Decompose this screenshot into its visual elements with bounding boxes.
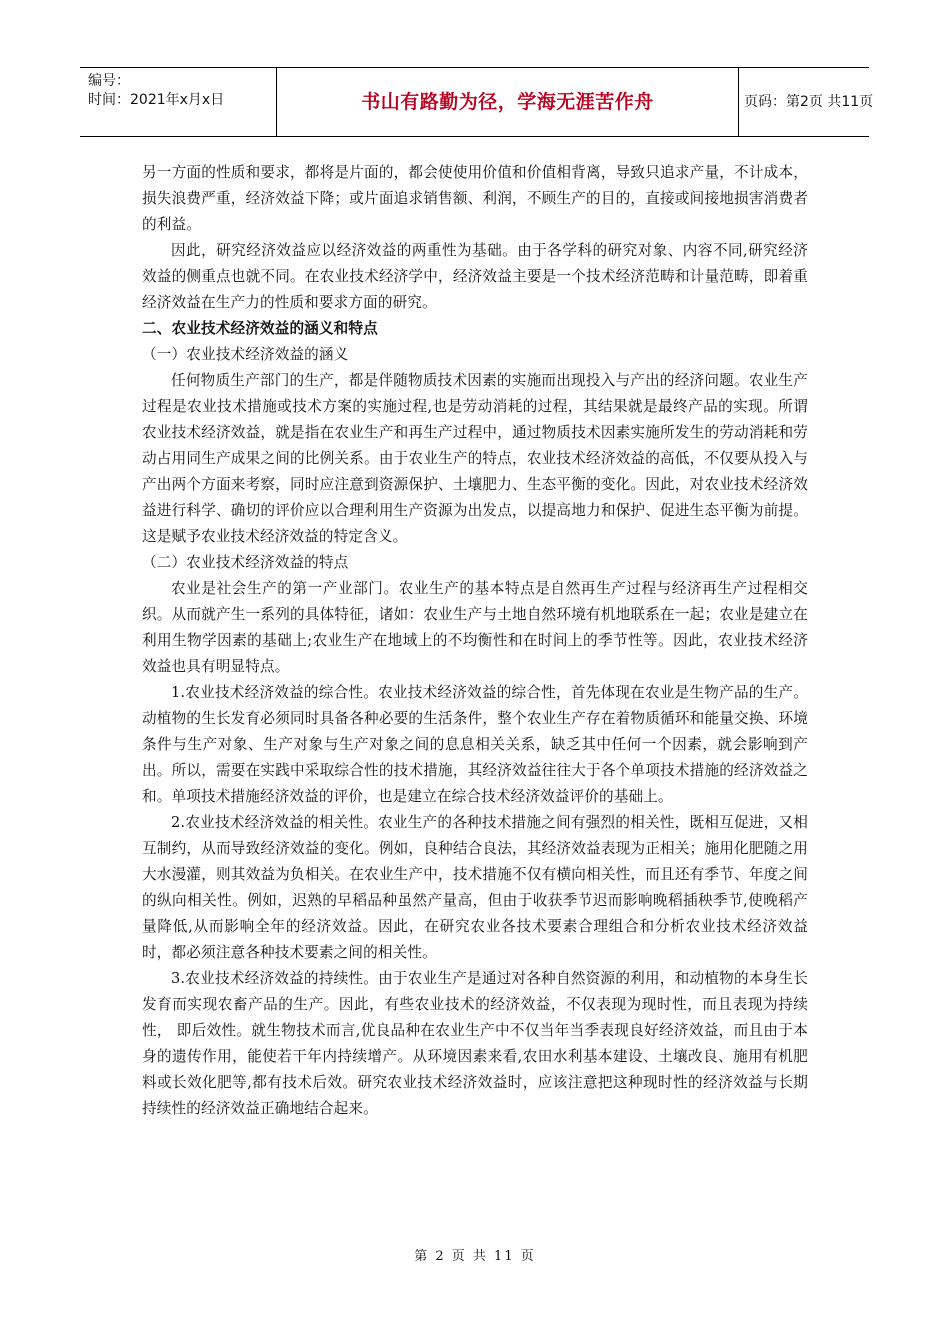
body-paragraph: 1.农业技术经济效益的综合性。农业技术经济效益的综合性，首先体现在农业是生物产品的生产。动植物的生长发育必须同时具备各种必要的生活条件，整个农业生产存在着物质循环和能量交换、环境条件与生产对象、生产对象与生产对象之间的息息相关关系，缺乏其中任何一个因素，就会影响到产出。所以，需要在实践中采取综合性的技术措施，其经济效益往往大于各个单项技术措施的经济效益之和。单项技术措施经济效益的评价，也是建立在综合技术经济效益评价的基础上。 xyxy=(142,684,808,805)
header-page-cell xyxy=(738,68,874,136)
header-page-info: 页码：第2页 共11页 xyxy=(744,94,874,110)
header-meta xyxy=(80,68,276,136)
body-paragraph: 农业是社会生产的第一产业部门。农业生产的基本特点是自然再生产过程与经济再生产过程相交织。从而就产生一系列的具体特征，诸如：农业生产与土地自然环境有机地联系在一起；农业是建立在利用生物学因素的基础上;农业生产在地域上的不均衡性和在时间上的季节性等。因此，农业技术经济效益也具有明显特点。 xyxy=(142,580,808,675)
document-date-label: 时间：2021年x月x日 xyxy=(88,92,225,108)
section-heading: 二、农业技术经济效益的涵义和特点 xyxy=(142,320,378,337)
page-footer: 第 2 页 共 11 页 xyxy=(414,1249,536,1264)
subsection-heading: （一）农业技术经济效益的涵义 xyxy=(142,346,349,363)
body-paragraph: 2.农业技术经济效益的相关性。农业生产的各种技术措施之间有强烈的相关性，既相互促进，又相互制约，从而导致经济效益的变化。例如，良种结合良法，其经济效益表现为正相关；施用化肥随之用大水漫灌，则其效益为负相关。在农业生产中，技术措施不仅有横向相关性，而且还有季节、年度之间的纵向相关性。例如，迟熟的早稻品种虽然产量高，但由于收获季节迟而影响晚稻插秧季节,使晚稻产量降低,从而影响全年的经济效益。因此，在研究农业各技术要素合理组合和分析农业技术经济效益时，都必须注意各种技术要素之间的相关性。 xyxy=(142,814,808,961)
body-paragraph: 任何物质生产部门的生产，都是伴随物质技术因素的实施而出现投入与产出的经济问题。农业生产过程是农业技术措施或技术方案的实施过程,也是劳动消耗的过程，其结果就是最终产品的实现。所谓农业技术经济效益，就是指在农业生产和再生产过程中，通过物质技术因素实施所发生的劳动消耗和劳动占用同生产成果之间的比例关系。由于农业生产的特点，农业技术经济效益的高低，不仅要从投入与产出两个方面来考察，同时应注意到资源保护、土壤肥力、生态平衡的变化。因此，对农业技术经济效益进行科学、确切的评价应以合理利用生产资源为出发点，以提高地力和保护、促进生态平衡为前提。这是赋予农业技术经济效益的特定含义。 xyxy=(142,372,808,545)
subsection-heading: （二）农业技术经济效益的特点 xyxy=(142,554,349,571)
page-header xyxy=(80,67,874,137)
body-paragraph: 因此，研究经济效益应以经济效益的两重性为基础。由于各学科的研究对象、内容不同,研究经济效益的侧重点也就不同。在农业技术经济学中，经济效益主要是一个技术经济范畴和计量范畴，即着重经济效益在生产力的性质和要求方面的研究。 xyxy=(142,242,808,311)
header-motto: 书山有路勤为径，学海无涯苦作舟 xyxy=(361,91,654,113)
header-motto-cell xyxy=(276,68,739,136)
body-paragraph: 另一方面的性质和要求，都将是片面的，都会使使用价值和价值相背离，导致只追求产量，不计成本，损失浪费严重，经济效益下降；或片面追求销售额、利润，不顾生产的目的，直接或间接地损害消费者的利益。 xyxy=(142,164,808,233)
document-number-label: 编号： xyxy=(88,73,130,89)
body-paragraph: 3.农业技术经济效益的持续性。由于农业生产是通过对各种自然资源的利用，和动植物的本身生长发育而实现农畜产品的生产。因此，有些农业技术的经济效益，不仅表现为现时性，而且表现为持续性， 即后效性。就生物技术而言,优良品种在农业生产中不仅当年当季表现良好经济效益，而且由于本身的遗传作用，能使若干年内持续增产。从环境因素来看,农田水利基本建设、土壤改良、施用有机肥料或长效化肥等,都有技术后效。研究农业技术经济效益时，应该注意把这种现时性的经济效益与长期持续性的经济效益正确地结合起来。 xyxy=(142,970,808,1117)
document-body xyxy=(142,160,808,1122)
